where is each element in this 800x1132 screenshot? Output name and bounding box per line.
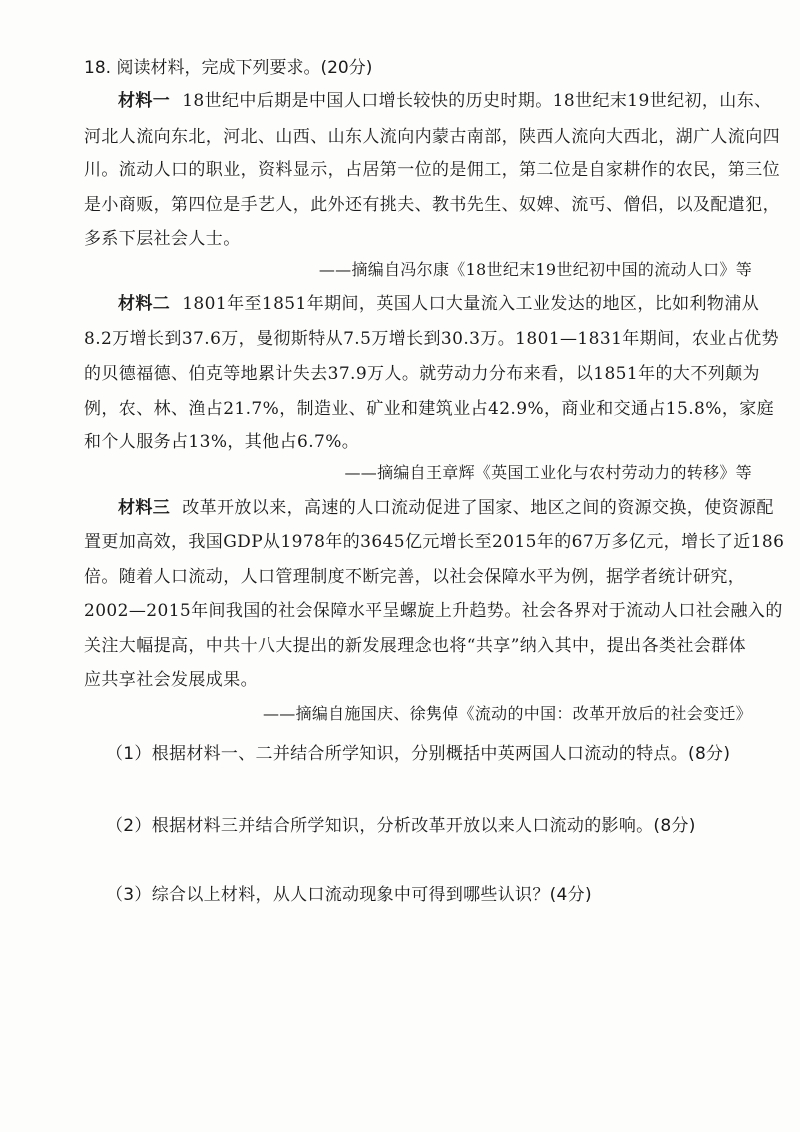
material2-line-4: 例，农、林、渔占21.7%，制造业、矿业和建筑业占42.9%，商业和交通占15.8%，家庭 — [84, 399, 775, 419]
material3-text-1: 改革开放以来，高速的人口流动促进了国家、地区之间的资源交换，使资源配 — [182, 498, 774, 518]
material2-label: 材料二 — [118, 294, 171, 314]
material3-line-6: 应共享社会发展成果。 — [84, 670, 258, 690]
material1-line-4: 是小商贩，第四位是手艺人，此外还有挑夫、教书先生、奴婢、流丐、僧侣，以及配遣犯， — [84, 195, 780, 215]
material1-line-5: 多系下层社会人士。 — [84, 229, 241, 249]
material1-line-1 — [118, 89, 772, 113]
material3-line-3: 倍。随着人口流动，人口管理制度不断完善，以社会保障水平为例，据学者统计研究， — [84, 567, 746, 587]
material1-line-3: 川。流动人口的职业，资料显示，占居第一位的是佣工，第二位是自家耕作的农民，第三位 — [84, 160, 780, 180]
material1-label: 材料一 — [118, 91, 171, 111]
material2-line-3: 的贝德福德、伯克等地累计失去37.9万人。就劳动力分布来看，以1851年的大不列颠为 — [84, 364, 760, 384]
subquestion-1: （1）根据材料一、二并结合所学知识，分别概括中英两国人口流动的特点。(8分) — [106, 744, 731, 764]
material3-label: 材料三 — [118, 498, 171, 518]
material2-text-1: 1801年至1851年期间，英国人口大量流入工业发达的地区，比如利物浦从 — [182, 294, 760, 314]
material1-line-2: 河北人流向东北，河北、山西、山东人流向内蒙古南部，陕西人流向大西北，湖广人流向四 — [84, 127, 780, 147]
material1-text-1: 18世纪中后期是中国人口增长较快的历史时期。18世纪末19世纪初，山东、 — [182, 91, 772, 111]
material1-source: ——摘编自冯尔康《18世纪末19世纪初中国的流动人口》等 — [318, 260, 752, 279]
material3-line-4: 2002—2015年间我国的社会保障水平呈螺旋上升趋势。社会各界对于流动人口社会融入的 — [84, 601, 783, 621]
material2-line-1 — [118, 292, 760, 316]
material2-line-5: 和个人服务占13%，其他占6.7%。 — [84, 432, 360, 452]
subquestion-3: （3）综合以上材料，从人口流动现象中可得到哪些认识？(4分) — [106, 885, 592, 905]
question-header: 18. 阅读材料，完成下列要求。(20分) — [84, 58, 373, 78]
material3-line-5: 关注大幅提高，中共十八大提出的新发展理念也将“共享”纳入其中，提出各类社会群体 — [84, 636, 746, 656]
material3-line-1 — [118, 496, 774, 520]
material3-source: ——摘编自施国庆、徐隽倬《流动的中国：改革开放后的社会变迁》 — [262, 704, 752, 723]
material3-line-2: 置更加高效，我国GDP从1978年的3645亿元增长至2015年的67万多亿元，增长了近186 — [84, 532, 785, 552]
material2-line-2: 8.2万增长到37.6万，曼彻斯特从7.5万增长到30.3万。1801—1831年期间，农业占优势 — [84, 329, 779, 349]
subquestion-2: （2）根据材料三并结合所学知识，分析改革开放以来人口流动的影响。(8分) — [106, 816, 696, 836]
material2-source: ——摘编自王章辉《英国工业化与农村劳动力的转移》等 — [344, 463, 752, 482]
